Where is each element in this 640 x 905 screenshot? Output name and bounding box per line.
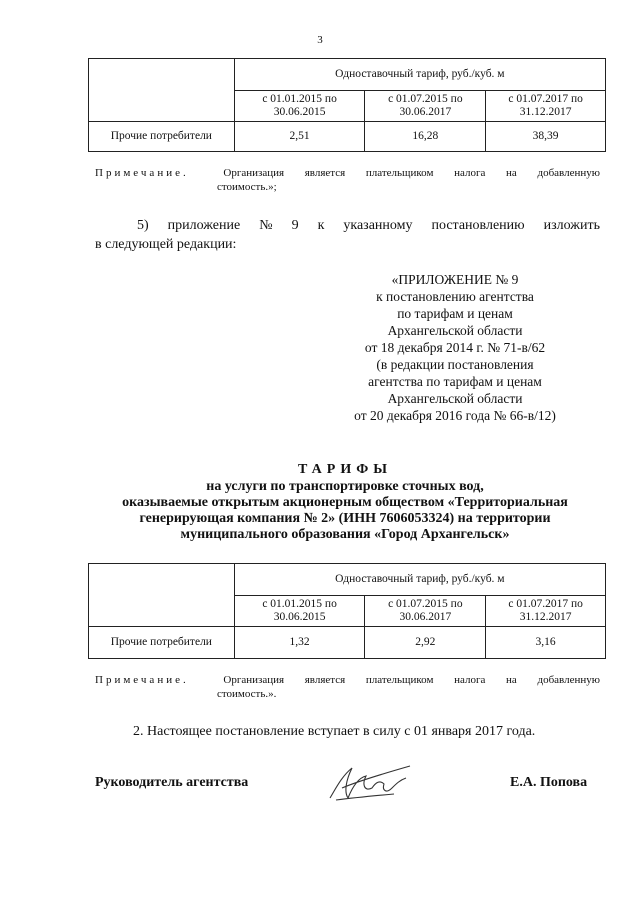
item5-word: изложить [543,218,600,233]
note-word: на [506,674,517,686]
item5-word: к [317,218,325,233]
appendix-header [340,271,570,424]
note-word: является [304,167,346,179]
note-word: налога [454,674,486,686]
table2-empty-header [89,564,235,627]
title-line: оказываемые открытым акционерным обществом «Территориальная [122,495,568,510]
appendix-line: по тарифам и ценам [397,306,513,321]
note-1-label: Примечание. [95,167,189,179]
item5-word: постановлению [431,218,525,233]
appendix-line: (в редакции постановления [376,357,534,372]
tariff-table-2 [88,563,606,659]
title-line: на услуги по транспортировке сточных вод, [206,479,484,494]
note-2-label: Примечание. [95,674,189,686]
table2-period-3: с 01.07.2017 по 31.12.2017 [486,596,606,627]
signature-scribble [322,758,417,806]
note-word: добавленную [537,167,600,179]
table1-period-3: с 01.07.2017 по 31.12.2017 [486,91,606,122]
table2-value-3: 3,16 [486,627,606,659]
appendix-line: к постановлению агентства [376,289,534,304]
table1-row-label: Прочие потребители [89,122,235,152]
table1-empty-header [89,59,235,122]
item-5 [95,216,600,254]
note-1-line2: стоимость.»; [217,181,277,193]
note-word: Организация [223,674,285,686]
appendix-line: от 18 декабря 2014 г. № 71-в/62 [364,340,546,355]
item-2: 2. Настоящее постановление вступает в силу с 01 января 2017 года. [133,724,536,739]
note-word: добавленную [537,674,600,686]
table2-header: Одноставочный тариф, руб./куб. м [234,564,605,596]
appendix-line: Архангельской области [387,391,523,406]
note-2-line2: стоимость.». [217,688,277,700]
table2-period-1: с 01.01.2015 по 30.06.2015 [234,596,365,627]
table1-value-2: 16,28 [365,122,486,152]
note-word: Организация [223,167,285,179]
item5-word: № [259,218,273,233]
note-word: является [304,674,346,686]
appendix-line: от 20 декабря 2016 года № 66-в/12) [354,408,556,423]
item5-word: 5) [137,218,149,233]
title-line: генерирующая компания № 2» (ИНН 7606053324) на территории [139,511,551,526]
note-word: плательщиком [365,674,434,686]
table1-value-3: 38,39 [486,122,606,152]
table1-period-1: с 01.01.2015 по 30.06.2015 [234,91,365,122]
table2-period-2: с 01.07.2015 по 30.06.2017 [365,596,486,627]
item5-word: 9 [291,218,299,233]
note-word: налога [454,167,486,179]
tariff-title [80,462,610,543]
title-line: муниципального образования «Город Архангельск» [180,527,510,542]
table1-value-1: 2,51 [234,122,365,152]
note-word: на [506,167,517,179]
signature-name: Е.А. Попова [510,775,588,790]
table1-period-2: с 01.07.2015 по 30.06.2017 [365,91,486,122]
title-heading: ТАРИФЫ [298,462,392,477]
note-2 [95,673,600,701]
table1-header: Одноставочный тариф, руб./куб. м [234,59,605,91]
table2-row-label: Прочие потребители [89,627,235,659]
signature-position: Руководитель агентства [95,775,249,790]
note-word: плательщиком [365,167,434,179]
page-number: 3 [317,34,323,46]
item5-word: указанному [343,218,413,233]
tariff-table-1 [88,58,606,152]
table2-value-1: 1,32 [234,627,365,659]
table2-value-2: 2,92 [365,627,486,659]
appendix-line: «ПРИЛОЖЕНИЕ № 9 [391,272,519,287]
item5-line2: в следующей редакции: [95,237,237,252]
appendix-line: Архангельской области [387,323,523,338]
note-1 [95,166,600,194]
appendix-line: агентства по тарифам и ценам [368,374,542,389]
item5-word: приложение [167,218,241,233]
